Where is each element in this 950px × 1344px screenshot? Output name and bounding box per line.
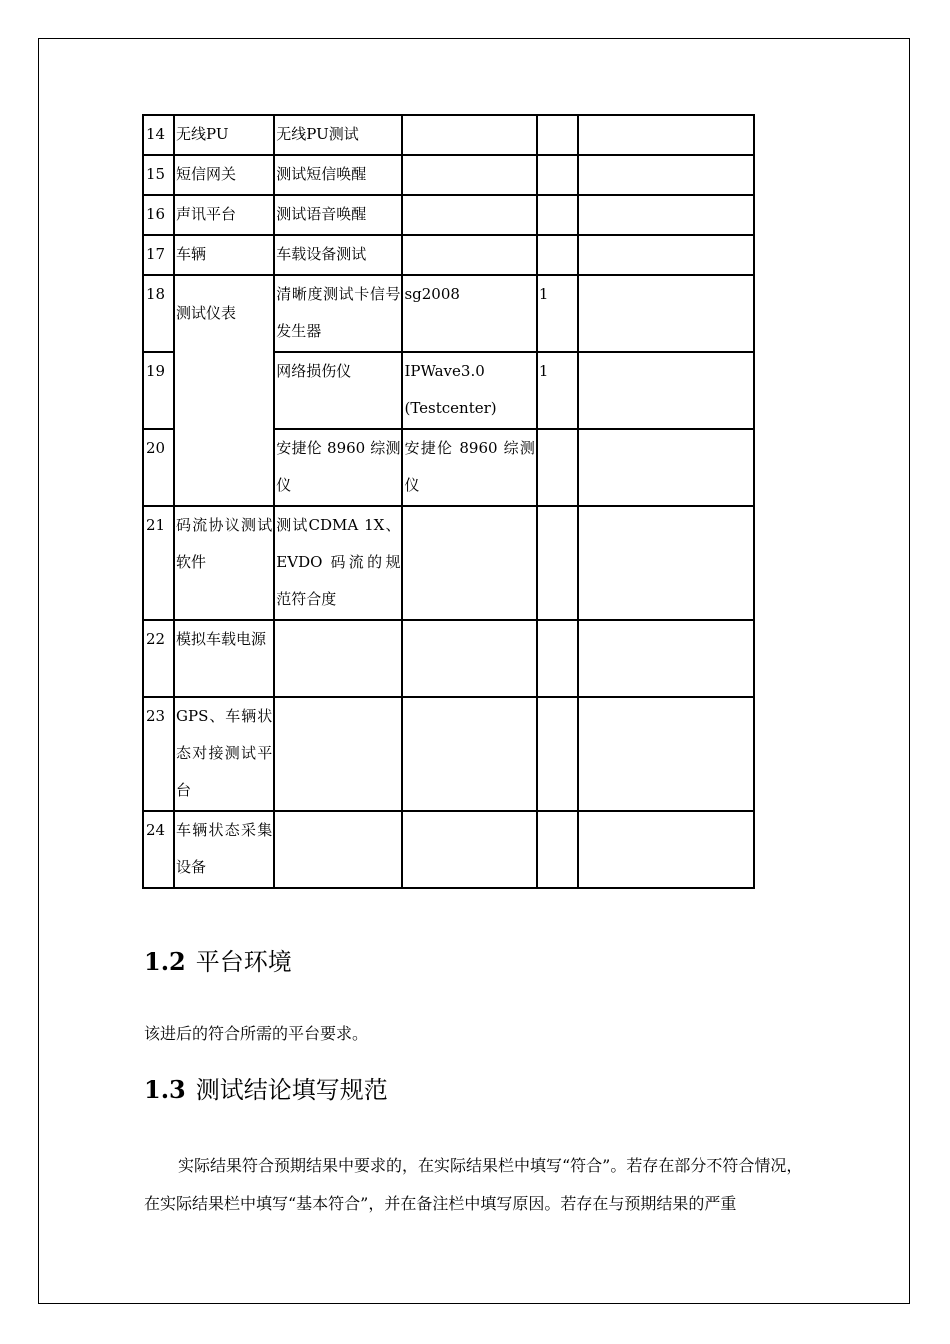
equipment-model xyxy=(402,506,536,620)
equipment-purpose xyxy=(274,811,402,888)
equipment-table xyxy=(142,114,755,889)
row-number: 17 xyxy=(143,235,174,275)
equipment-model xyxy=(402,155,536,195)
equipment-purpose: 无线PU测试 xyxy=(274,115,402,155)
row-number: 24 xyxy=(143,811,174,888)
equipment-name: GPS、车辆状态对接测试平台 xyxy=(174,697,274,811)
equipment-model: IPWave3.0 (Testcenter) xyxy=(402,352,536,429)
equipment-model xyxy=(402,115,536,155)
equipment-purpose: 车载设备测试 xyxy=(274,235,402,275)
table-row xyxy=(143,155,754,195)
equipment-purpose xyxy=(274,620,402,697)
table-row xyxy=(143,195,754,235)
equipment-quantity xyxy=(537,429,578,506)
equipment-quantity xyxy=(537,155,578,195)
equipment-name: 码流协议测试软件 xyxy=(174,506,274,620)
equipment-name: 短信网关 xyxy=(174,155,274,195)
equipment-purpose xyxy=(274,697,402,811)
section-heading-1-3 xyxy=(144,1074,388,1106)
equipment-purpose: 安捷伦 8960 综测仪 xyxy=(274,429,402,506)
equipment-note xyxy=(578,195,754,235)
row-number: 19 xyxy=(143,352,174,429)
equipment-name: 模拟车载电源 xyxy=(174,620,274,697)
row-number: 15 xyxy=(143,155,174,195)
equipment-note xyxy=(578,620,754,697)
equipment-quantity xyxy=(537,235,578,275)
section-title: 平台环境 xyxy=(195,948,292,976)
table-row xyxy=(143,620,754,697)
equipment-note xyxy=(578,697,754,811)
equipment-model xyxy=(402,235,536,275)
equipment-model: sg2008 xyxy=(402,275,536,352)
equipment-note xyxy=(578,235,754,275)
section-number: 1.2 xyxy=(144,947,186,976)
equipment-name xyxy=(174,275,274,506)
row-number: 16 xyxy=(143,195,174,235)
equipment-model: 安捷伦 8960 综测仪 xyxy=(402,429,536,506)
equipment-model xyxy=(402,620,536,697)
section-heading-1-2 xyxy=(144,946,292,978)
table-row xyxy=(143,697,754,811)
section-body-1-2: 该进后的符合所需的平台要求。 xyxy=(144,1024,369,1043)
row-number: 23 xyxy=(143,697,174,811)
equipment-model xyxy=(402,195,536,235)
row-number: 14 xyxy=(143,115,174,155)
equipment-purpose: 网络损伤仪 xyxy=(274,352,402,429)
equipment-quantity xyxy=(537,811,578,888)
row-number: 18 xyxy=(143,275,174,352)
row-number: 22 xyxy=(143,620,174,697)
equipment-note xyxy=(578,275,754,352)
table-row xyxy=(143,275,754,352)
equipment-name-text: 测试仪表 xyxy=(176,304,237,322)
equipment-purpose: 测试语音唤醒 xyxy=(274,195,402,235)
equipment-quantity xyxy=(537,195,578,235)
equipment-note xyxy=(578,155,754,195)
equipment-model xyxy=(402,697,536,811)
equipment-name: 车辆 xyxy=(174,235,274,275)
equipment-note xyxy=(578,429,754,506)
equipment-purpose: 测试短信唤醒 xyxy=(274,155,402,195)
equipment-note xyxy=(578,115,754,155)
equipment-quantity xyxy=(537,620,578,697)
section-title: 测试结论填写规范 xyxy=(195,1076,388,1104)
equipment-quantity xyxy=(537,506,578,620)
equipment-model xyxy=(402,811,536,888)
section-number: 1.3 xyxy=(144,1075,186,1104)
section-body-1-3: 实际结果符合预期结果中要求的，在实际结果栏中填写“符合”。若存在部分不符合情况，在实际结果栏中填写“基本符合”，并在备注栏中填写原因。若存在与预期结果的严重 xyxy=(144,1156,803,1213)
equipment-quantity: 1 xyxy=(537,352,578,429)
equipment-purpose: 清晰度测试卡信号发生器 xyxy=(274,275,402,352)
equipment-note xyxy=(578,506,754,620)
equipment-purpose: 测试CDMA 1X、EVDO 码流的规范符合度 xyxy=(274,506,402,620)
table-row xyxy=(143,506,754,620)
equipment-name: 声讯平台 xyxy=(174,195,274,235)
table-row xyxy=(143,811,754,888)
row-number: 20 xyxy=(143,429,174,506)
equipment-quantity xyxy=(537,115,578,155)
equipment-quantity xyxy=(537,697,578,811)
table-row xyxy=(143,115,754,155)
equipment-quantity: 1 xyxy=(537,275,578,352)
equipment-name: 无线PU xyxy=(174,115,274,155)
table-row xyxy=(143,235,754,275)
equipment-note xyxy=(578,811,754,888)
equipment-name: 车辆状态采集设备 xyxy=(174,811,274,888)
row-number: 21 xyxy=(143,506,174,620)
equipment-note xyxy=(578,352,754,429)
